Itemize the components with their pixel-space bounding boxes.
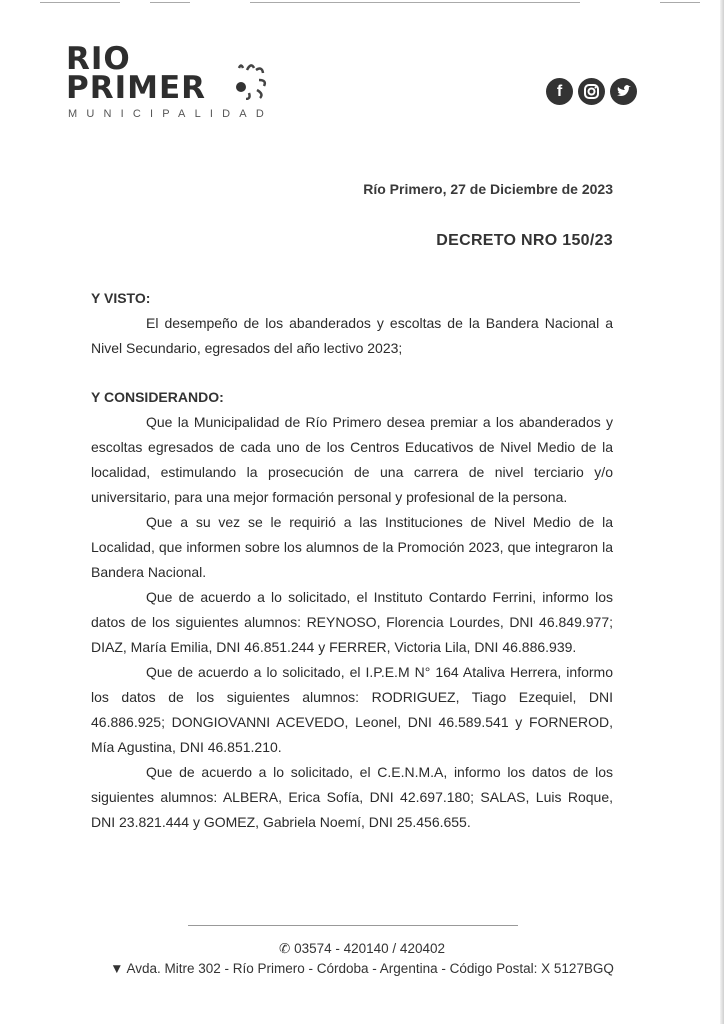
footer-phone-text: 03574 - 420140 / 420402 bbox=[294, 941, 445, 956]
logo-text-primer: PRIMER bbox=[66, 70, 207, 106]
footer-divider bbox=[188, 925, 518, 926]
document-date: Río Primero, 27 de Diciembre de 2023 bbox=[363, 181, 613, 197]
scan-top-edge bbox=[0, 0, 724, 6]
logo-text-municipalidad: MUNICIPALIDAD bbox=[68, 108, 273, 120]
visto-heading: Y VISTO: bbox=[91, 290, 151, 306]
considerando-paragraph: Que de acuerdo a lo solicitado, el Instituto Contardo Ferrini, informo los datos de los siguientes alumnos: REYNOSO, Florencia Lourdes, DNI 46.849.977; DIAZ, María Emilia, DNI 46.851.244 y FERRER, Victoria Lila, DNI 46.886.939. bbox=[91, 589, 613, 655]
decree-number: DECRETO NRO 150/23 bbox=[436, 232, 613, 249]
twitter-icon[interactable] bbox=[610, 78, 637, 105]
instagram-icon[interactable] bbox=[578, 78, 605, 105]
location-pin-icon: ▼ bbox=[110, 961, 124, 976]
visto-paragraph: El desempeño de los abanderados y escoltas de la Bandera Nacional a Nivel Secundario, egresados del año lectivo 2023; bbox=[91, 315, 613, 356]
municipality-logo bbox=[66, 41, 281, 126]
social-icons bbox=[546, 78, 638, 106]
phone-icon: ✆ bbox=[279, 941, 291, 956]
footer-phone bbox=[0, 941, 724, 957]
logo-text-rio: RIO bbox=[66, 41, 131, 77]
facebook-icon[interactable]: f bbox=[546, 78, 573, 105]
footer-address-text: Avda. Mitre 302 - Río Primero - Córdoba - Argentina - Código Postal: X 5127BGQ bbox=[126, 961, 614, 976]
decree-body bbox=[91, 286, 613, 835]
scan-right-edge bbox=[720, 0, 724, 1024]
considerando-paragraph: Que de acuerdo a lo solicitado, el C.E.N.M.A, informo los datos de los siguientes alumnos: ALBERA, Erica Sofía, DNI 42.697.180; SALAS, Luis Roque, DNI 23.821.444 y GOMEZ, Gabriela Noemí, DNI 25.456.655. bbox=[91, 764, 613, 830]
considerando-heading: Y CONSIDERANDO: bbox=[91, 389, 224, 405]
considerando-paragraph: Que de acuerdo a lo solicitado, el I.P.E.M N° 164 Ataliva Herrera, informo los datos de los siguientes alumnos: RODRIGUEZ, Tiago Ezequiel, DNI 46.886.925; DONGIOVANNI ACEVEDO, Leonel, DNI 46.589.541 y FORNEROD, Mía Agustina, DNI 46.851.210. bbox=[91, 664, 613, 755]
logo-sun-icon bbox=[231, 60, 271, 100]
footer-address bbox=[0, 961, 724, 976]
considerando-paragraph: Que la Municipalidad de Río Primero desea premiar a los abanderados y escoltas egresados de cada uno de los Centros Educativos de Nivel Medio de la localidad, estimulando la prosecución de una carrera de nivel terciario y/o universitario, para una mejor formación personal y profesional de la persona. bbox=[91, 414, 613, 505]
considerando-paragraph: Que a su vez se le requirió a las Instituciones de Nivel Medio de la Localidad, que informen sobre los alumnos de la Promoción 2023, que integraron la Bandera Nacional. bbox=[91, 514, 613, 580]
